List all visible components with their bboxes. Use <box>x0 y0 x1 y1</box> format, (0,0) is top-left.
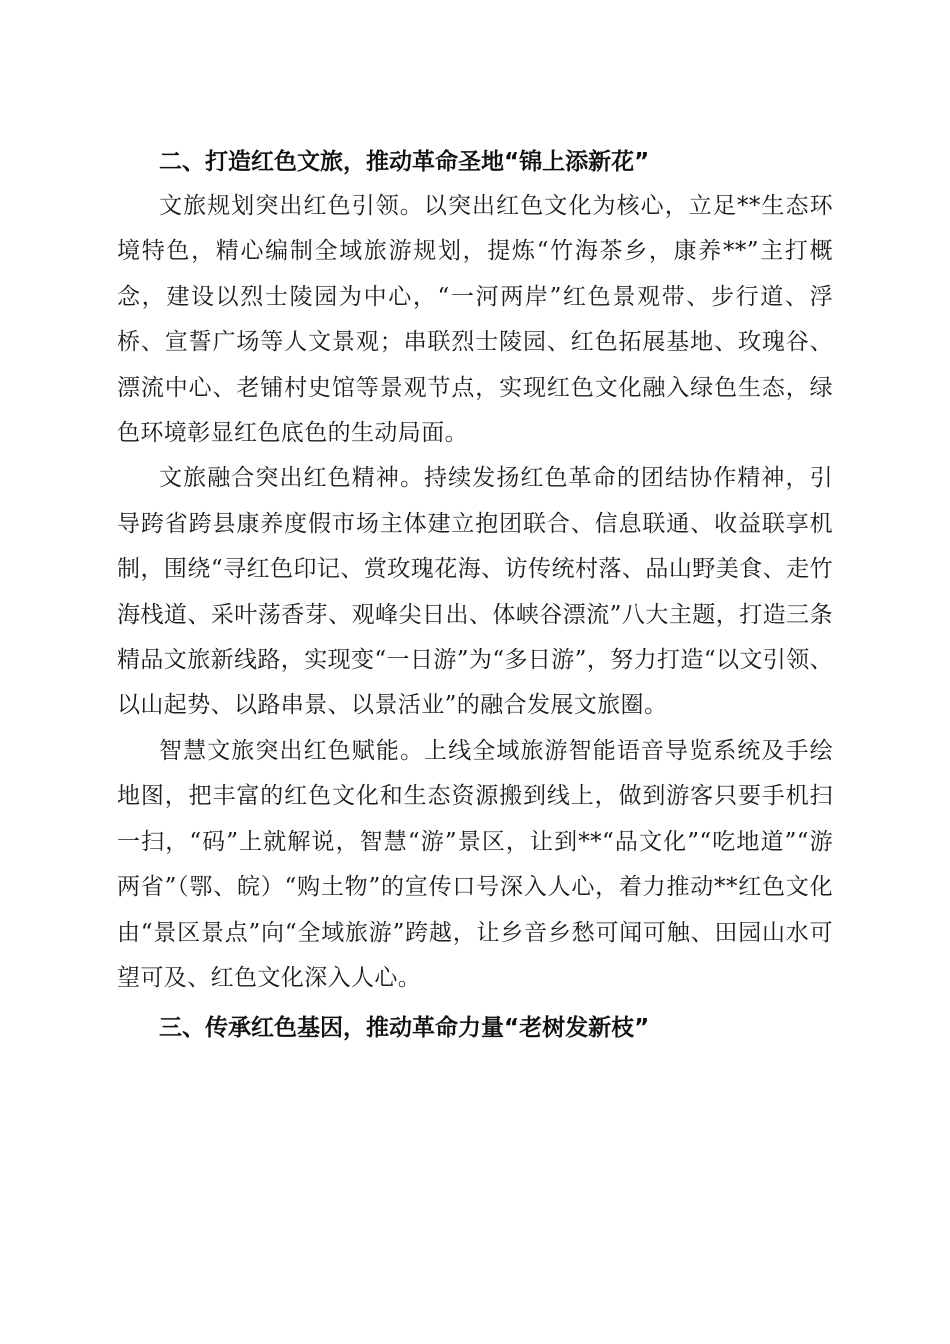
paragraph-cultural-tourism-integration: 文旅融合突出红色精神。持续发扬红色革命的团结协作精神，引导跨省跨县康养度假市场主体建立抱团联合、信息联通、收益联享机制，围绕“寻红色印记、赏玫瑰花海、访传统村落、品山野美食、走竹海栈道、采叶荡香芽、观峰尖日出、体峡谷漂流”八大主题，打造三条精品文旅新线路，实现变“一日游”为“多日游”，努力打造“以文引领、以山起势、以路串景、以景活业”的融合发展文旅圈。 <box>117 465 833 719</box>
paragraph-smart-cultural-tourism: 智慧文旅突出红色赋能。上线全域旅游智能语音导览系统及手绘地图，把丰富的红色文化和生态资源搬到线上，做到游客只要手机扫一扫，“码”上就解说，智慧“游”景区，让到**“品文化”“吃地道”“游两省”（鄂、皖）“购土物”的宣传口号深入人心，着力推动**红色文化由“景区景点”向“全域旅游”跨越，让乡音乡愁可闻可触、田园山水可望可及、红色文化深入人心。 <box>117 737 833 991</box>
section-heading-3: 三、传承红色基因，推动革命力量“老树发新枝” <box>159 1015 650 1042</box>
section-heading-2: 二、打造红色文旅，推动革命圣地“锦上添新花” <box>159 149 650 175</box>
paragraph-cultural-tourism-planning: 文旅规划突出红色引领。以突出红色文化为核心，立足**生态环境特色，精心编制全域旅游规划，提炼“竹海茶乡，康养**”主打概念，建设以烈士陵园为中心，“一河两岸”红色景观带、步行道、浮桥、宣誓广场等人文景观；串联烈士陵园、红色拓展基地、玫瑰谷、漂流中心、老铺村史馆等景观节点，实现红色文化融入绿色生态，绿色环境彰显红色底色的生动局面。 <box>117 193 833 447</box>
